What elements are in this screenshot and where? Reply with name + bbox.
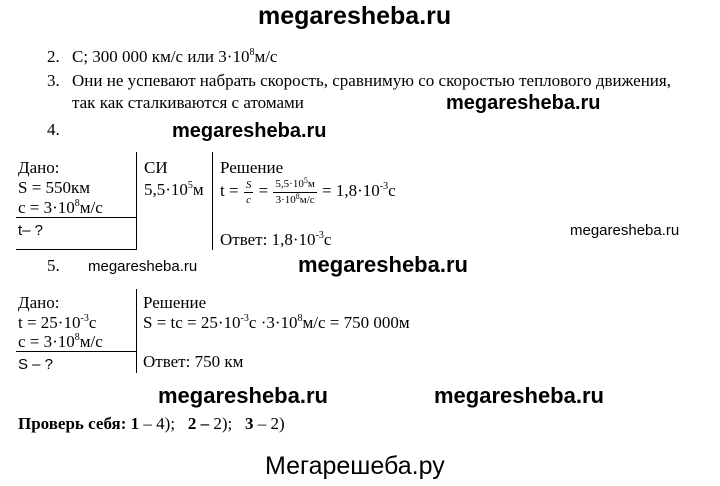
p4-res-a: = 1,8·10 xyxy=(322,181,380,200)
p4-given-c-a: с = 3·10 xyxy=(18,198,75,217)
p4-given-title: Дано: xyxy=(18,158,60,177)
p4-solution-formula xyxy=(220,176,396,209)
check-n1: 1 xyxy=(130,414,140,433)
check-n3: 3 xyxy=(244,414,254,433)
p4-given-s: S = 550км xyxy=(18,178,91,197)
watermark-bottom-right: megaresheba.ru xyxy=(434,383,604,408)
p4-given-c xyxy=(18,198,103,221)
p4-frac-values xyxy=(273,175,316,207)
p4-solution-title: Решение xyxy=(220,158,284,177)
p5-given-c xyxy=(18,332,103,355)
p4-given-c-b: м/с xyxy=(79,198,103,217)
p4-frac2-num-a: 5,5·10 xyxy=(275,177,304,190)
p4-frac2-num-b: м xyxy=(307,177,315,190)
p4-frac2-num-sup: 5 xyxy=(303,175,308,185)
item-5-number: 5. xyxy=(47,256,60,275)
item-3-line1: Они не успевают набрать скорость, сравнимую со скоростью теплового движения, xyxy=(72,71,671,90)
p5-given-t-sup: -3 xyxy=(80,313,89,324)
p5-sol-sup1: -3 xyxy=(240,313,249,324)
p5-find: S – ? xyxy=(18,356,54,373)
p4-answer xyxy=(220,230,331,253)
p4-si-a: 5,5·10 xyxy=(144,180,188,199)
check-a3: – 2) xyxy=(253,414,285,433)
p4-answer-b: с xyxy=(323,230,332,249)
item-3-number: 3. xyxy=(47,71,60,90)
p4-frac1-den: c xyxy=(246,193,251,206)
p4-given-c-sup: 8 xyxy=(74,198,80,209)
item-4-number: 4. xyxy=(47,120,60,139)
p5-divider xyxy=(136,289,137,373)
p5-sol-a: S = tc = 25·10 xyxy=(143,313,241,332)
p5-given-c-a: с = 3·10 xyxy=(18,332,75,351)
p4-answer-sup: -3 xyxy=(315,230,324,241)
watermark-item4: megaresheba.ru xyxy=(172,120,327,142)
item-2-text-a: С; 300 000 км/с или 3·10 xyxy=(72,47,250,66)
watermark-table1: megaresheba.ru xyxy=(570,222,680,239)
watermark-item5-small: megaresheba.ru xyxy=(88,258,198,275)
p5-sol-b: с ·3·10 xyxy=(248,313,298,332)
p4-eq: = xyxy=(258,181,269,200)
item-2-text-b: м/с xyxy=(254,47,278,66)
p4-res-b: с xyxy=(388,181,396,200)
p4-frac2-den-sup: 8 xyxy=(295,191,300,201)
p5-given-c-b: м/с xyxy=(79,332,103,351)
p4-divider-2 xyxy=(212,152,213,250)
p4-frac2-den-b: м/с xyxy=(299,193,315,206)
p4-res-sup: -3 xyxy=(379,181,389,192)
p5-answer: Ответ: 750 км xyxy=(143,352,244,371)
p4-find-underline xyxy=(16,249,136,250)
footer-watermark: Мегарешеба.ру xyxy=(265,452,445,480)
p5-given-t-a: t = 25·10 xyxy=(18,313,81,332)
watermark-bottom-left: megaresheba.ru xyxy=(158,383,328,408)
p4-frac-sc xyxy=(244,179,254,206)
p4-si-sup: 5 xyxy=(187,180,193,191)
p4-find: t– ? xyxy=(18,222,44,239)
item-2-number: 2. xyxy=(47,47,60,66)
p4-answer-a: Ответ: 1,8·10 xyxy=(220,230,316,249)
p5-solution-title: Решение xyxy=(143,293,207,312)
p5-sol-sup2: 8 xyxy=(297,313,303,324)
check-label: Проверь себя: xyxy=(18,414,127,433)
watermark-item3: megaresheba.ru xyxy=(446,92,601,114)
p4-frac2-den-a: 3·10 xyxy=(275,193,296,206)
p4-si-b: м xyxy=(192,180,204,199)
p5-sol-c: м/с = 750 000м xyxy=(302,313,410,332)
p4-si-title: СИ xyxy=(144,158,168,177)
item-2-sup: 8 xyxy=(249,47,255,58)
check-a1: – 4); xyxy=(139,414,176,433)
p5-solution-formula xyxy=(143,313,410,336)
p4-frac1-num: S xyxy=(245,178,252,191)
check-a2: 2); xyxy=(209,414,233,433)
item-3-line2: так как сталкиваются с атомами xyxy=(72,93,304,112)
p5-given-title: Дано: xyxy=(18,293,60,312)
p4-si-value xyxy=(144,180,204,203)
item-2-text xyxy=(72,47,277,70)
watermark-top: megaresheba.ru xyxy=(258,2,452,30)
p5-given-t-b: с xyxy=(88,313,97,332)
check-n2: 2 – xyxy=(187,414,210,433)
p4-sol-t: t = xyxy=(220,181,239,200)
watermark-item5-big: megaresheba.ru xyxy=(298,252,468,277)
check-yourself xyxy=(18,414,285,434)
p4-divider-1 xyxy=(136,152,137,250)
p5-given-c-sup: 8 xyxy=(74,332,80,343)
